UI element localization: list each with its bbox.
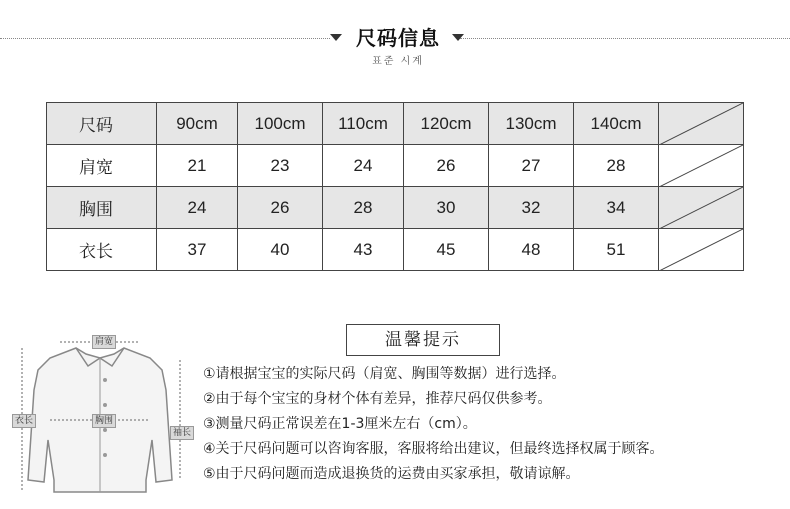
page-title: 尺码信息 — [356, 26, 440, 50]
table-cell: 37 — [157, 229, 238, 271]
table-row-header: 尺码 — [47, 103, 157, 145]
table-cell: 24 — [323, 145, 404, 187]
shirt-measurement-diagram — [10, 330, 200, 504]
page-subtitle: 표준 시계 — [372, 56, 424, 67]
row-label: 肩宽 — [47, 145, 157, 187]
diagonal-line — [659, 187, 743, 229]
length-tag: 衣长 — [12, 414, 36, 428]
empty-diagonal-cell — [659, 103, 744, 145]
section-header — [0, 0, 790, 80]
chest-tag: 胸围 — [92, 414, 116, 428]
table-row — [47, 145, 744, 187]
table-cell: 43 — [323, 229, 404, 271]
table-header-row — [47, 103, 744, 145]
sleeve-tag: 袖长 — [170, 426, 194, 440]
empty-diagonal-cell — [659, 145, 744, 187]
arrow-down-icon — [330, 34, 342, 41]
table-cell: 28 — [574, 145, 659, 187]
list-item: ③测量尺码正常误差在1-3厘米左右（cm）。 — [203, 416, 477, 432]
table-cell: 48 — [489, 229, 574, 271]
table-row — [47, 187, 744, 229]
empty-diagonal-cell — [659, 187, 744, 229]
table-cell: 27 — [489, 145, 574, 187]
table-row — [47, 229, 744, 271]
table-cell: 32 — [489, 187, 574, 229]
table-cell: 40 — [238, 229, 323, 271]
tips-list — [203, 362, 664, 487]
table-cell: 45 — [404, 229, 489, 271]
row-label: 胸围 — [47, 187, 157, 229]
size-header-cell: 130cm — [489, 103, 574, 145]
table-cell: 51 — [574, 229, 659, 271]
size-header-cell: 90cm — [157, 103, 238, 145]
size-header-cell: 140cm — [574, 103, 659, 145]
row-label: 衣长 — [47, 229, 157, 271]
list-item: ⑤由于尺码问题而造成退换货的运费由买家承担，敬请谅解。 — [203, 466, 580, 482]
empty-diagonal-cell — [659, 229, 744, 271]
table-cell: 21 — [157, 145, 238, 187]
table-cell: 30 — [404, 187, 489, 229]
shoulder-tag: 肩宽 — [92, 335, 116, 349]
list-item: ①请根据宝宝的实际尺码（肩宽、胸围等数据）进行选择。 — [203, 366, 566, 382]
table-cell: 23 — [238, 145, 323, 187]
size-header-cell: 100cm — [238, 103, 323, 145]
size-table — [46, 102, 744, 271]
table-cell: 28 — [323, 187, 404, 229]
tips-title: 温馨提示 — [346, 324, 500, 356]
diagonal-line — [659, 145, 743, 187]
size-header-cell: 120cm — [404, 103, 489, 145]
table-cell: 26 — [404, 145, 489, 187]
divider-left — [0, 38, 330, 39]
table-cell: 26 — [238, 187, 323, 229]
diagonal-line — [659, 103, 743, 145]
table-cell: 34 — [574, 187, 659, 229]
size-header-cell: 110cm — [323, 103, 404, 145]
table-cell: 24 — [157, 187, 238, 229]
diagonal-line — [659, 229, 743, 271]
list-item: ④关于尺码问题可以咨询客服，客服将给出建议，但最终选择权属于顾客。 — [203, 441, 664, 457]
list-item: ②由于每个宝宝的身材个体有差异，推荐尺码仅供参考。 — [203, 391, 552, 407]
divider-right — [460, 38, 790, 39]
